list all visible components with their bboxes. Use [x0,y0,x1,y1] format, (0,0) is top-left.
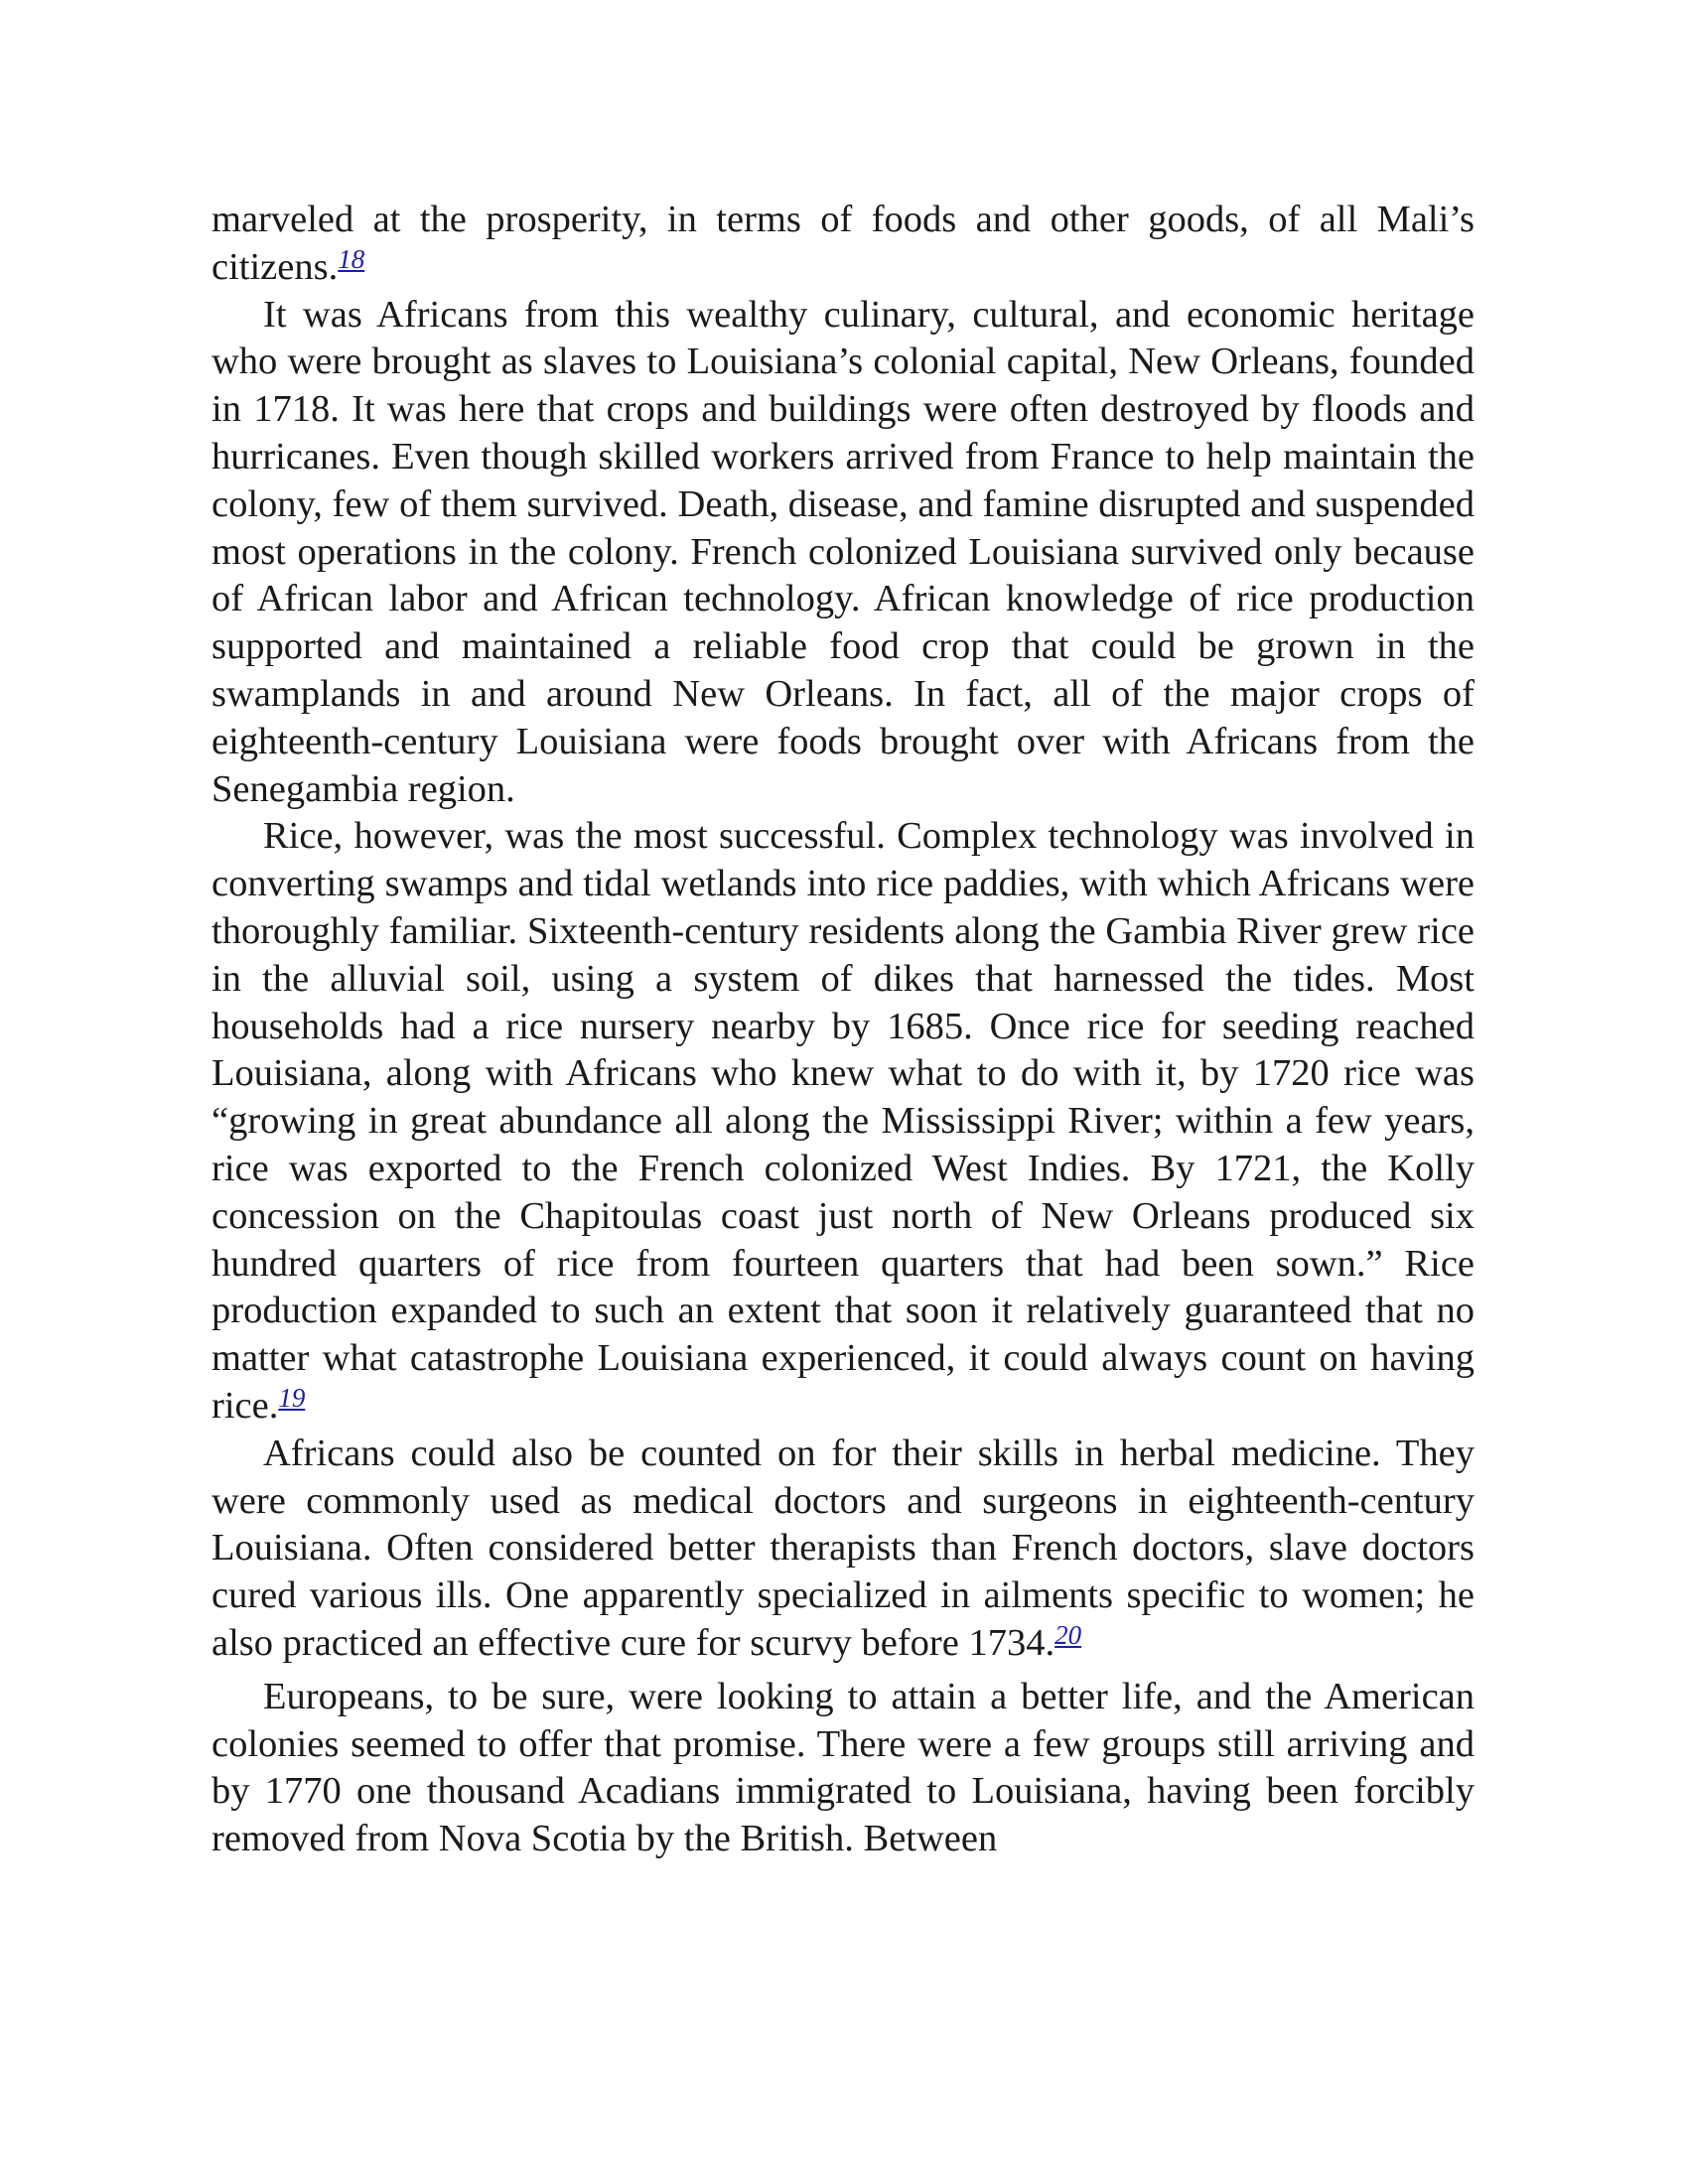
paragraph-1 [211,197,1475,292]
footnote-link-20[interactable]: 20 [1055,1619,1082,1650]
footnote-link-18[interactable]: 18 [338,243,365,274]
paragraph-3-text: Rice, however, was the most successful. Complex technology was involved in converting swamps and tidal wetlands into rice paddies, with which Africans were thoroughly familiar. Sixteenth-century residents along the Gambia River grew rice in the alluvial soil, using a system of dikes that harnessed the tides. Most households had a rice nursery nearby by 1685. Once rice for seeding reached Louisiana, along with Africans who knew what to do with it, by 1720 rice was “growing in great abundance all along the Mississippi River; within a few years, rice was exported to the French colonized West Indies. By 1721, the Kolly concession on the Chapitoulas coast just north of New Orleans produced six hundred quarters of rice from fourteen quarters that had been sown.” Rice production expanded to such an extent that soon it relatively guaranteed that no matter what catastrophe Louisiana experienced, it could always count on having rice. [211,815,1475,1427]
book-page-body [211,197,1475,1863]
paragraph-1-text: marveled at the prosperity, in terms of foods and other goods, of all Mali’s citizens. [211,199,1475,288]
footnote-link-19[interactable]: 19 [278,1382,306,1413]
paragraph-5-text: Europeans, to be sure, were looking to attain a better life, and the American colonies seemed to offer that promise. There were a few groups still arriving and by 1770 one thousand Acadians immigrated to Louisiana, having been forcibly removed from Nova Scotia by the British. Between [211,1675,1475,1860]
paragraph-3 [211,813,1475,1430]
paragraph-2 [211,292,1475,814]
paragraph-4 [211,1431,1475,1668]
paragraph-5 [211,1674,1475,1863]
paragraph-2-text: It was Africans from this wealthy culinary, cultural, and economic heritage who were brought as slaves to Louisiana’s colonial capital, New Orleans, founded in 1718. It was here that crops and buildings were often destroyed by floods and hurricanes. Even though skilled workers arrived from France to help maintain the colony, few of them survived. Death, disease, and famine disrupted and suspended most operations in the colony. French colonized Louisiana survived only because of African labor and African technology. African knowledge of rice production supported and maintained a reliable food crop that could be grown in the swamplands in and around New Orleans. In fact, all of the major crops of eighteenth-century Louisiana were foods brought over with Africans from the Senegambia region. [211,293,1475,810]
paragraph-4-text: Africans could also be counted on for their skills in herbal medicine. They were commonly used as medical doctors and surgeons in eighteenth-century Louisiana. Often considered better therapists than French doctors, slave doctors cured various ills. One apparently specialized in ailments specific to women; he also practiced an effective cure for scurvy before 1734. [211,1432,1475,1664]
